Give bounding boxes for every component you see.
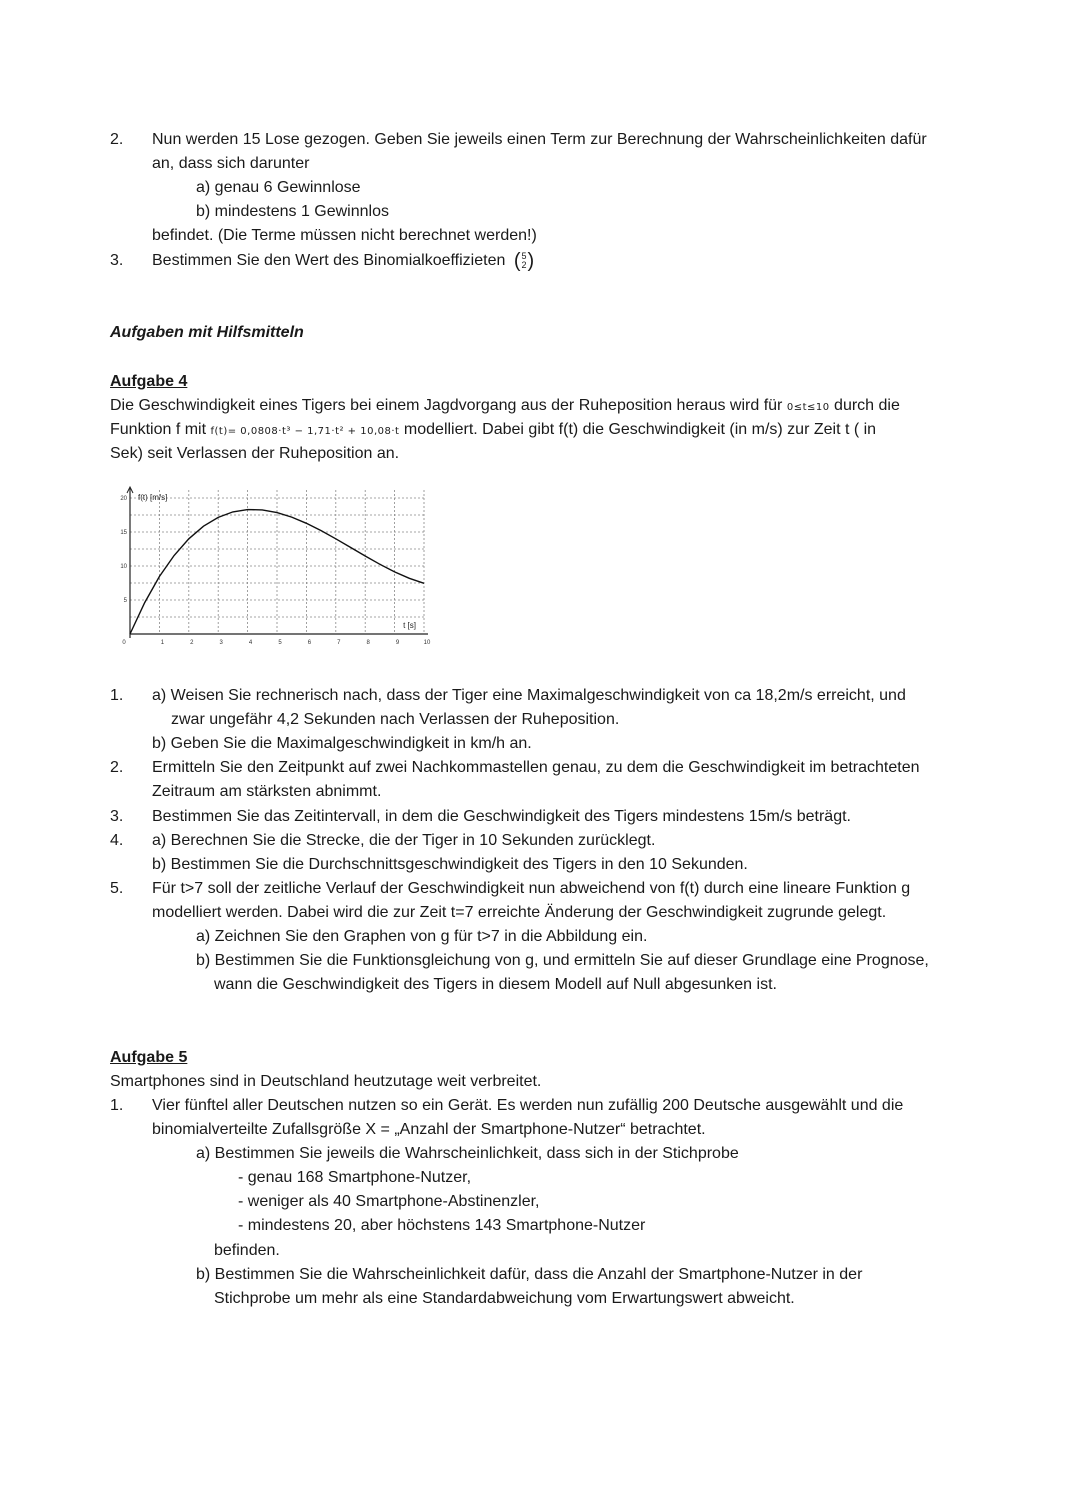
y-tick-label: 20 — [120, 496, 127, 502]
question-text: befinden. — [214, 1242, 280, 1259]
y-tick-label: 5 — [123, 598, 127, 604]
item-number: 3. — [110, 252, 124, 269]
handwritten-interval: 0≤t≤10 — [786, 402, 830, 413]
question-text: b) Geben Sie die Maximalgeschwindigkeit in km/h an. — [152, 735, 532, 752]
subquestion-a: a) Zeichnen Sie den Graphen von g für t>7 in die Abbildung ein. — [196, 928, 648, 945]
handwritten-function: f(t)= 0,0808·t³ − 1,71·t² + 10,08·t — [210, 426, 400, 437]
item-number: 4. — [110, 832, 124, 849]
x-axis-label: t [s] — [403, 621, 416, 630]
intro-text: Die Geschwindigkeit eines Tigers bei einem Jagdvorgang aus der Ruheposition heraus wird für — [110, 397, 783, 414]
x-tick-label: 3 — [219, 640, 223, 646]
y-tick-label: 15 — [120, 530, 127, 536]
section-title: Aufgaben mit Hilfsmitteln — [110, 324, 304, 341]
dash-item: - weniger als 40 Smartphone-Abstinenzler, — [238, 1193, 540, 1210]
subquestion-b: b) Bestimmen Sie die Funktionsgleichung von g, und ermitteln Sie auf dieser Grundlage eine Prognose, — [196, 952, 929, 969]
subquestion-a: a) Bestimmen Sie jeweils die Wahrscheinlichkeit, dass sich in der Stichprobe — [196, 1145, 739, 1162]
question-text — [152, 249, 534, 273]
subquestion-b: Stichprobe um mehr als eine Standardabweichung vom Erwartungswert abweicht. — [214, 1290, 795, 1307]
speed-graph — [112, 482, 448, 658]
question-text: b) Bestimmen Sie die Durchschnittsgeschwindigkeit des Tigers in den 10 Sekunden. — [152, 856, 748, 873]
question-text: binomialverteilte Zufallsgröße X = „Anzahl der Smartphone-Nutzer“ betrachtet. — [152, 1121, 706, 1138]
y-axis-label: f(t) [m/s] — [138, 493, 168, 502]
x-tick-label: 7 — [337, 640, 341, 646]
subquestion-b: b) Bestimmen Sie die Wahrscheinlichkeit dafür, dass die Anzahl der Smartphone-Nutzer in der — [196, 1266, 863, 1283]
question-text: Vier fünftel aller Deutschen nutzen so ein Gerät. Es werden nun zufällig 200 Deutsche ausgewählt und die — [152, 1097, 904, 1114]
question-text: Zeitraum am stärksten abnimmt. — [152, 783, 382, 800]
item-number: 2. — [110, 759, 124, 776]
intro-text: durch die — [834, 397, 900, 414]
intro-text: modelliert. Dabei gibt f(t) die Geschwindigkeit (in m/s) zur Zeit t ( in — [403, 421, 877, 438]
binomial-coefficient: ( 5 2 ) — [513, 249, 535, 272]
dash-item: - genau 168 Smartphone-Nutzer, — [238, 1169, 472, 1186]
aufgabe-4-title: Aufgabe 4 — [110, 373, 188, 390]
intro-text: Funktion f mit — [110, 421, 207, 438]
aufgabe-4-intro — [110, 418, 876, 444]
question-text: zwar ungefähr 4,2 Sekunden nach Verlassen der Ruheposition. — [171, 711, 620, 728]
question-text: modelliert werden. Dabei wird die zur Zeit t=7 erreichte Änderung der Geschwindigkeit zugrunde gelegt. — [152, 904, 887, 921]
subquestion-b: b) mindestens 1 Gewinnlos — [196, 203, 389, 220]
y-tick-label: 10 — [120, 564, 127, 570]
question-text: Für t>7 soll der zeitliche Verlauf der Geschwindigkeit nun abweichend von f(t) durch eine lineare Funktion g — [152, 880, 911, 897]
binom-bottom: 2 — [521, 259, 527, 270]
x-tick-label: 6 — [307, 640, 312, 646]
x-tick-label: 4 — [248, 640, 253, 646]
question-text: befindet. (Die Terme müssen nicht berechnet werden!) — [152, 227, 537, 244]
aufgabe-5-intro: Smartphones sind in Deutschland heutzutage weit verbreitet. — [110, 1073, 542, 1090]
item-number: 1. — [110, 687, 124, 704]
aufgabe-4-intro: Sek) seit Verlassen der Ruheposition an. — [110, 445, 400, 462]
question-text: Nun werden 15 Lose gezogen. Geben Sie jeweils einen Term zur Berechnung der Wahrscheinlichkeiten dafür — [152, 131, 927, 148]
aufgabe-4-intro — [110, 394, 900, 420]
question-text-main: Bestimmen Sie den Wert des Binomialkoeffizieten — [152, 252, 506, 269]
item-number: 2. — [110, 131, 124, 148]
question-text: a) Berechnen Sie die Strecke, die der Tiger in 10 Sekunden zurücklegt. — [152, 832, 656, 849]
subquestion-a: a) genau 6 Gewinnlose — [196, 179, 361, 196]
x-tick-label: 9 — [395, 640, 400, 646]
x-tick-label: 8 — [366, 640, 370, 646]
dash-item: - mindestens 20, aber höchstens 143 Smartphone-Nutzer — [238, 1217, 646, 1234]
question-text: Bestimmen Sie das Zeitintervall, in dem die Geschwindigkeit des Tigers mindestens 15m/s beträgt. — [152, 808, 851, 825]
x-tick-label: 1 — [160, 640, 165, 646]
x-tick-label: 5 — [278, 640, 282, 646]
question-text: Ermitteln Sie den Zeitpunkt auf zwei Nachkommastellen genau, zu dem die Geschwindigkeit im betrachteten — [152, 759, 920, 776]
aufgabe-5-title: Aufgabe 5 — [110, 1049, 188, 1066]
item-number: 5. — [110, 880, 124, 897]
question-text: a) Weisen Sie rechnerisch nach, dass der Tiger eine Maximalgeschwindigkeit von ca 18,2m/s erreicht, und — [152, 687, 906, 704]
x-tick-label: 0 — [122, 640, 126, 646]
binom-top: 5 — [521, 250, 527, 261]
subquestion-b: wann die Geschwindigkeit des Tigers in diesem Modell auf Null abgesunken ist. — [214, 976, 777, 993]
item-number: 1. — [110, 1097, 124, 1114]
x-tick-label: 2 — [190, 640, 194, 646]
item-number: 3. — [110, 808, 124, 825]
question-text: an, dass sich darunter — [152, 155, 310, 172]
x-tick-label: 10 — [423, 640, 431, 646]
